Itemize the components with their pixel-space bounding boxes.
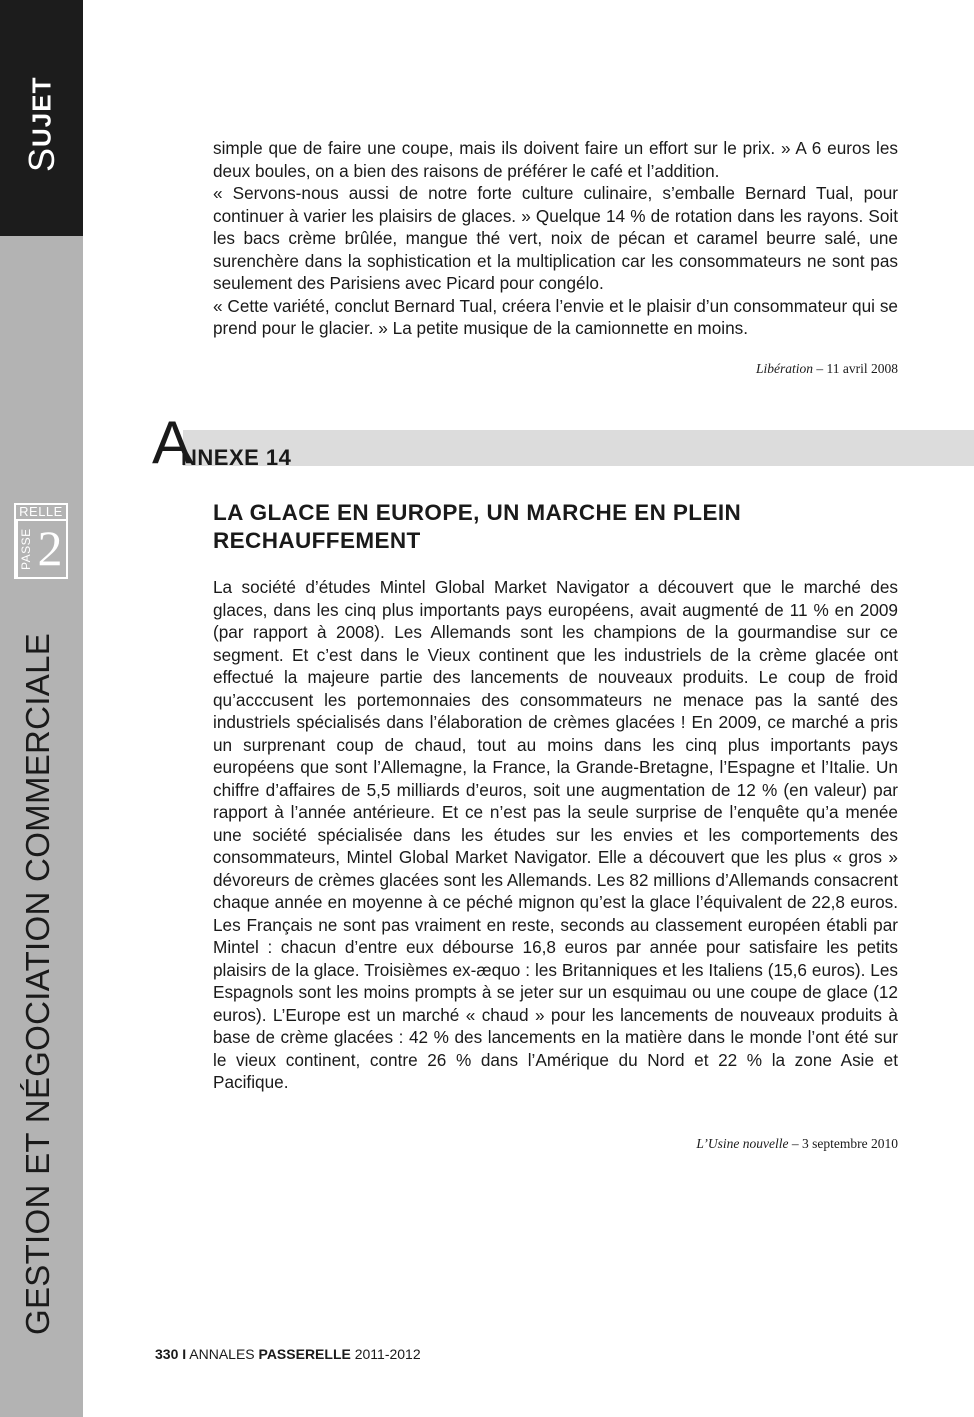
intro-source [756,361,898,377]
annexe-initial: A [152,409,193,476]
article-source [696,1136,898,1152]
page-footer [155,1346,421,1362]
intro-text [213,137,898,340]
section-label-initial: S [21,146,62,172]
annexe-title: NNEXE 14 [181,445,292,470]
source-date: – 11 avril 2008 [813,361,898,376]
logo-side-text: PASSE [16,521,34,577]
intro-paragraph: « Servons-nous aussi de notre forte culture culinaire, s’emballe Bernard Tual, pour continuer à varier les plaisirs de glaces. » Quelque 14 % de rotation dans les rayons. Soit les bacs crème brûlée, mangue thé vert, noix de pécan et caramel beurre salé, une surenchère dans la sophistication et la multiplication car les consommateurs ne sont pas seulement des Parisiens avec Picard pour congélo. [213,183,898,293]
article-title: LA GLACE EN EUROPE, UN MARCHE EN PLEIN RECHAUFFEMENT [213,500,742,553]
passerelle-logo [14,503,68,579]
logo-number: 2 [37,520,63,576]
intro-paragraph: « Cette variété, conclut Bernard Tual, créera l’envie et le plaisir d’un consommateur qui se prend pour le glacier. » La petite musique de la camionnette en moins. [213,295,898,338]
footer-separator: I [182,1346,187,1362]
article-paragraph: La société d’études Mintel Global Market Navigator a découvert que le marché des glaces, dans les cinq plus importants pays européens, avait augmenté de 11 % en 2009 (par rapport à 2008). Les Allemands sont les champions de la gourmandise sur ce segment. Et c’est dans le Vieux continent que les industriels de la crème glacée ont effectué la majeure partie des lancements de nouveaux produits. Le coup de froid qu’acccusent les portemonnaies des consommateurs ne menace pas la santé des industriels spécialisés dans l’élaboration de crèmes glacées ! En 2009, ce marché a pris un surprenant coup de chaud, tout au moins dans les cinq plus importants pays européens que sont l’Allemagne, la France, la Grande-Bretagne, l’Espagne et l’Italie. Un chiffre d’affaires de 5,5 milliards d’euros, soit une augmentation de 12 % (en valeur) par rapport à l’année antérieure. Et ce n’est pas la seule surprise de l’enquête qu’a menée une société spécialisée dans les études sur les envies et les comportements des consommateurs, Mintel Global Market Navigator. Elle a découvert que les plus « gros » dévoreurs de crèmes glacées sont les Allemands. Les 82 millions d’Allemands consacrent chaque année en moyenne à ce péché mignon qu’est la glace l’équivalent de 22,8 euros. Les Français ne sont pas vraiment en reste, seconds au classement européen établi par Mintel : chacun d’entre eux débourse 16,8 euros par année pour satisfaire les petits plaisirs de la glace. Troisièmes ex-æquo : les Britanniques et les Italiens (15,6 euros). Les Espagnols sont les moins prompts à se jeter sur un esquimau ou une coupe de glace (12 euros). L’Europe est un marché « chaud » pour les lancements de nouveaux produits à base de crème glacées : 42 % des lancements en la matière dans le monde l’ont été sur le vieux continent, contre 26 % dans l’Amérique du Nord et 22 % la zone Asie et Pacifique. [213,577,898,1092]
source-publication: Libération [755,361,813,376]
footer-years: 2011-2012 [354,1346,421,1362]
section-label [10,62,74,172]
section-label-rest: UJET [26,76,57,147]
page-number: 330 [155,1346,179,1362]
source-date: – 3 septembre 2010 [788,1136,898,1151]
footer-brand: PASSERELLE [258,1346,351,1362]
annexe-header-band [183,430,974,466]
subject-title: GESTION ET NÉGOCIATION COMMERCIALE [19,632,56,1336]
article-body [213,576,898,1094]
logo-top-text: RELLE [16,505,66,521]
source-publication: L’Usine nouvelle [696,1136,789,1151]
footer-annales: ANNALES [189,1346,255,1362]
intro-paragraph: simple que de faire une coupe, mais ils doivent faire un effort sur le prix. » A 6 euros les deux boules, on a bien des raisons de préférer le café et l’addition. [213,138,898,181]
